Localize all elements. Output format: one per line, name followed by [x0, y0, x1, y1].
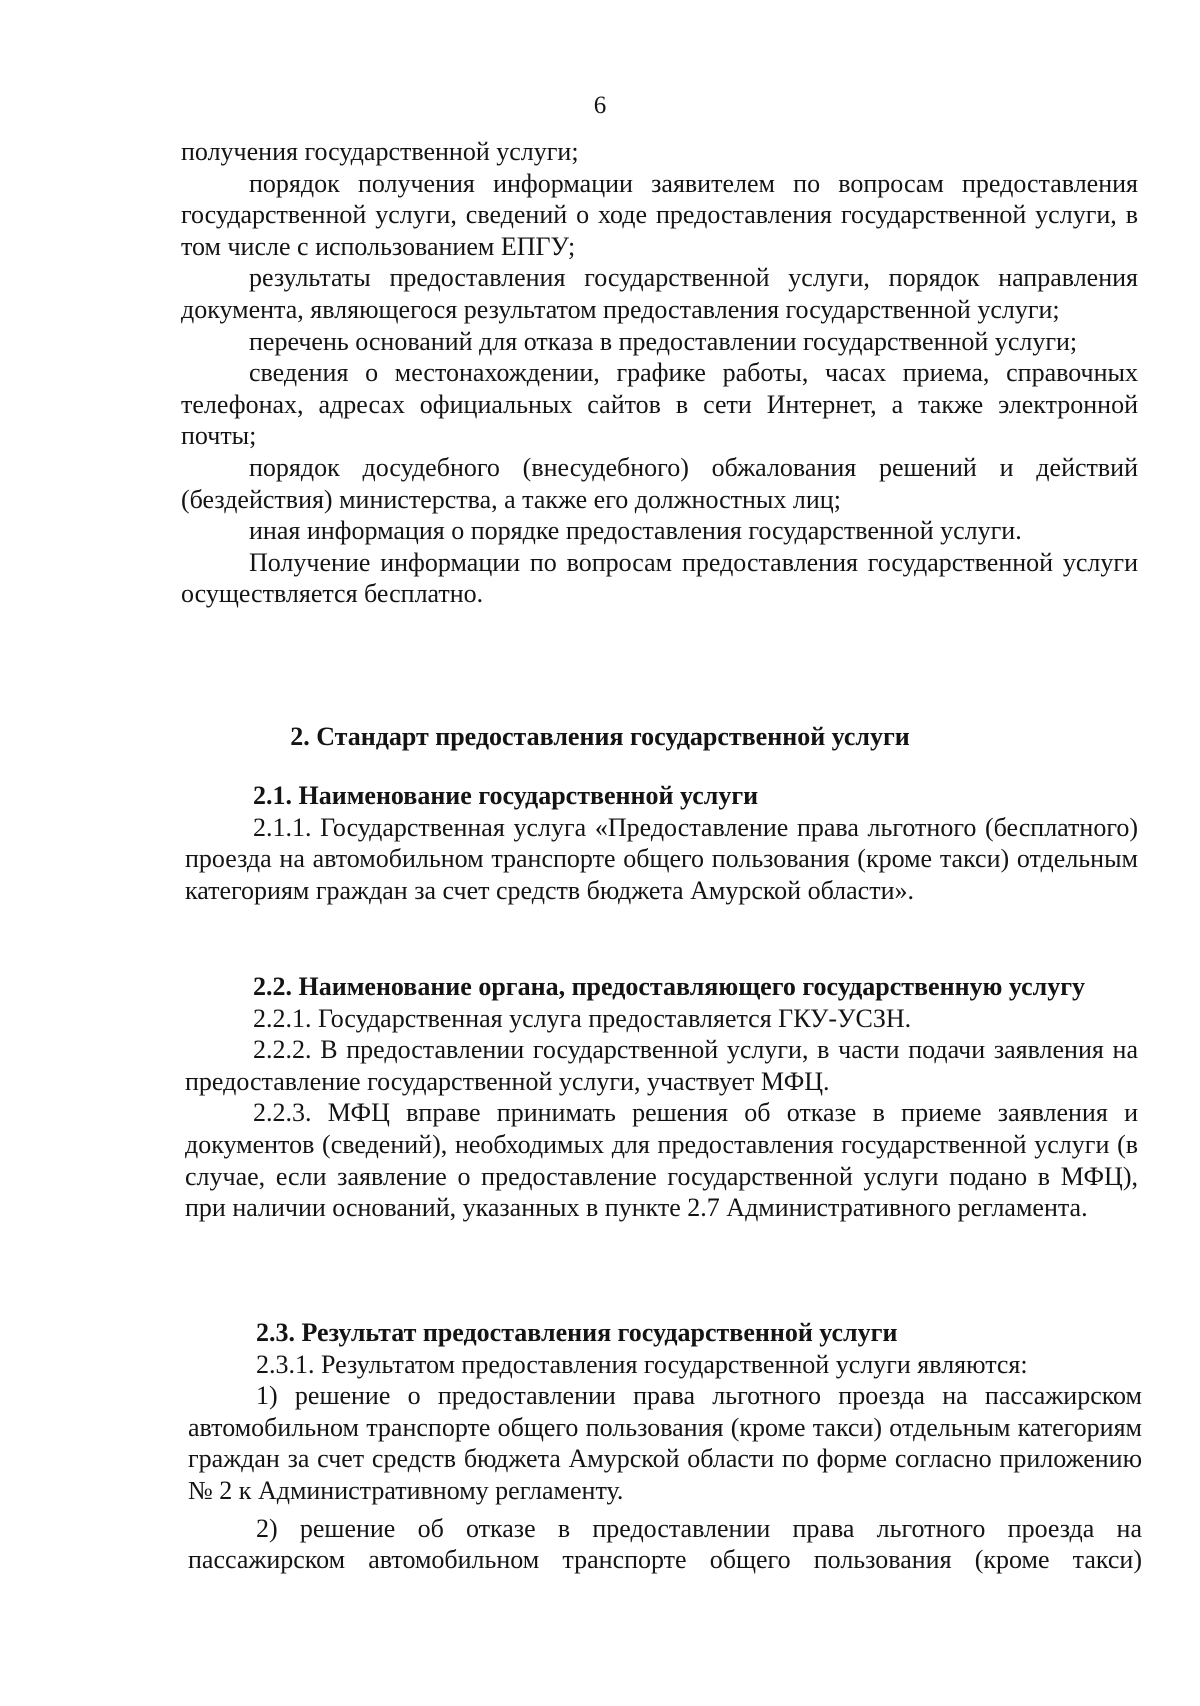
subsection-2-1 — [185, 780, 1138, 906]
paragraph: результаты предоставления государственной услуги, порядок направления документа, являющегося результатом предоставления государственной услуги; — [181, 263, 1138, 324]
subsection-title: 2.3. Результат предоставления государственной услуги — [256, 1318, 898, 1347]
paragraph: порядок досудебного (внесудебного) обжалования решений и действий (бездействия) министерства, а также его должностных лиц; — [181, 452, 1138, 514]
paragraph: получения государственной услуги; — [181, 137, 579, 166]
paragraph: 2.2.2. В предоставлении государственной услуги, в части подачи заявления на предоставление государственной услуги, участвует МФЦ. — [185, 1035, 1138, 1096]
paragraph: 2.1.1. Государственная услуга «Предоставление права льготного (бесплатного) проезда на автомобильном транспорте общего пользования (кроме такси) отдельным категориям граждан за счет средств бюджета Амурской области». — [185, 812, 1138, 905]
information-list — [181, 136, 1138, 610]
page-number: 6 — [593, 92, 607, 119]
section-heading-wrapper — [0, 721, 1200, 753]
paragraph: Получение информации по вопросам предоставления государственной услуги осуществляется бесплатно. — [181, 547, 1138, 609]
section-title: 2. Стандарт предоставления государственной услуги — [290, 722, 910, 751]
paragraph: иная информация о порядке предоставления государственной услуги. — [249, 516, 1022, 546]
paragraph: перечень оснований для отказа в предоставлении государственной услуги; — [249, 326, 1078, 356]
subsection-2-3 — [188, 1317, 1142, 1576]
subsection-title: 2.1. Наименование государственной услуги — [253, 781, 759, 810]
subsection-2-2 — [185, 971, 1138, 1224]
paragraph: 2.3.1. Результатом предоставления государственной услуги являются: — [256, 1349, 1028, 1379]
paragraph: 2) решение об отказе в предоставлении права льготного проезда на пассажирском автомобильном транспорте общего пользования (кроме такси) — [188, 1513, 1142, 1575]
paragraph: 1) решение о предоставлении права льготного проезда на пассажирском автомобильном транспорте общего пользования (кроме такси) отдельным категориям граждан за счет средств бюджета Амурской области по форме согласно приложению № 2 к Административному регламенту. — [188, 1381, 1142, 1505]
paragraph: порядок получения информации заявителем по вопросам предоставления государственной услуги, сведений о ходе предоставления государственной услуги, в том числе с использованием ЕПГУ; — [181, 168, 1138, 261]
subsection-title: 2.2. Наименование органа, предоставляющего государственную услугу — [253, 972, 1086, 1001]
paragraph: сведения о местонахождении, графике работы, часах приема, справочных телефонах, адресах официальных сайтов в сети Интернет, а также электронной почты; — [181, 358, 1138, 451]
paragraph: 2.2.1. Государственная услуга предоставляется ГКУ-УСЗН. — [253, 1003, 912, 1033]
paragraph: 2.2.3. МФЦ вправе принимать решения об отказе в приеме заявления и документов (сведений), необходимых для предоставления государственной услуги (в случае, если заявление о предоставление государственной услуги подано в МФЦ), при наличии оснований, указанных в пункте 2.7 Административного регламента. — [185, 1098, 1138, 1223]
